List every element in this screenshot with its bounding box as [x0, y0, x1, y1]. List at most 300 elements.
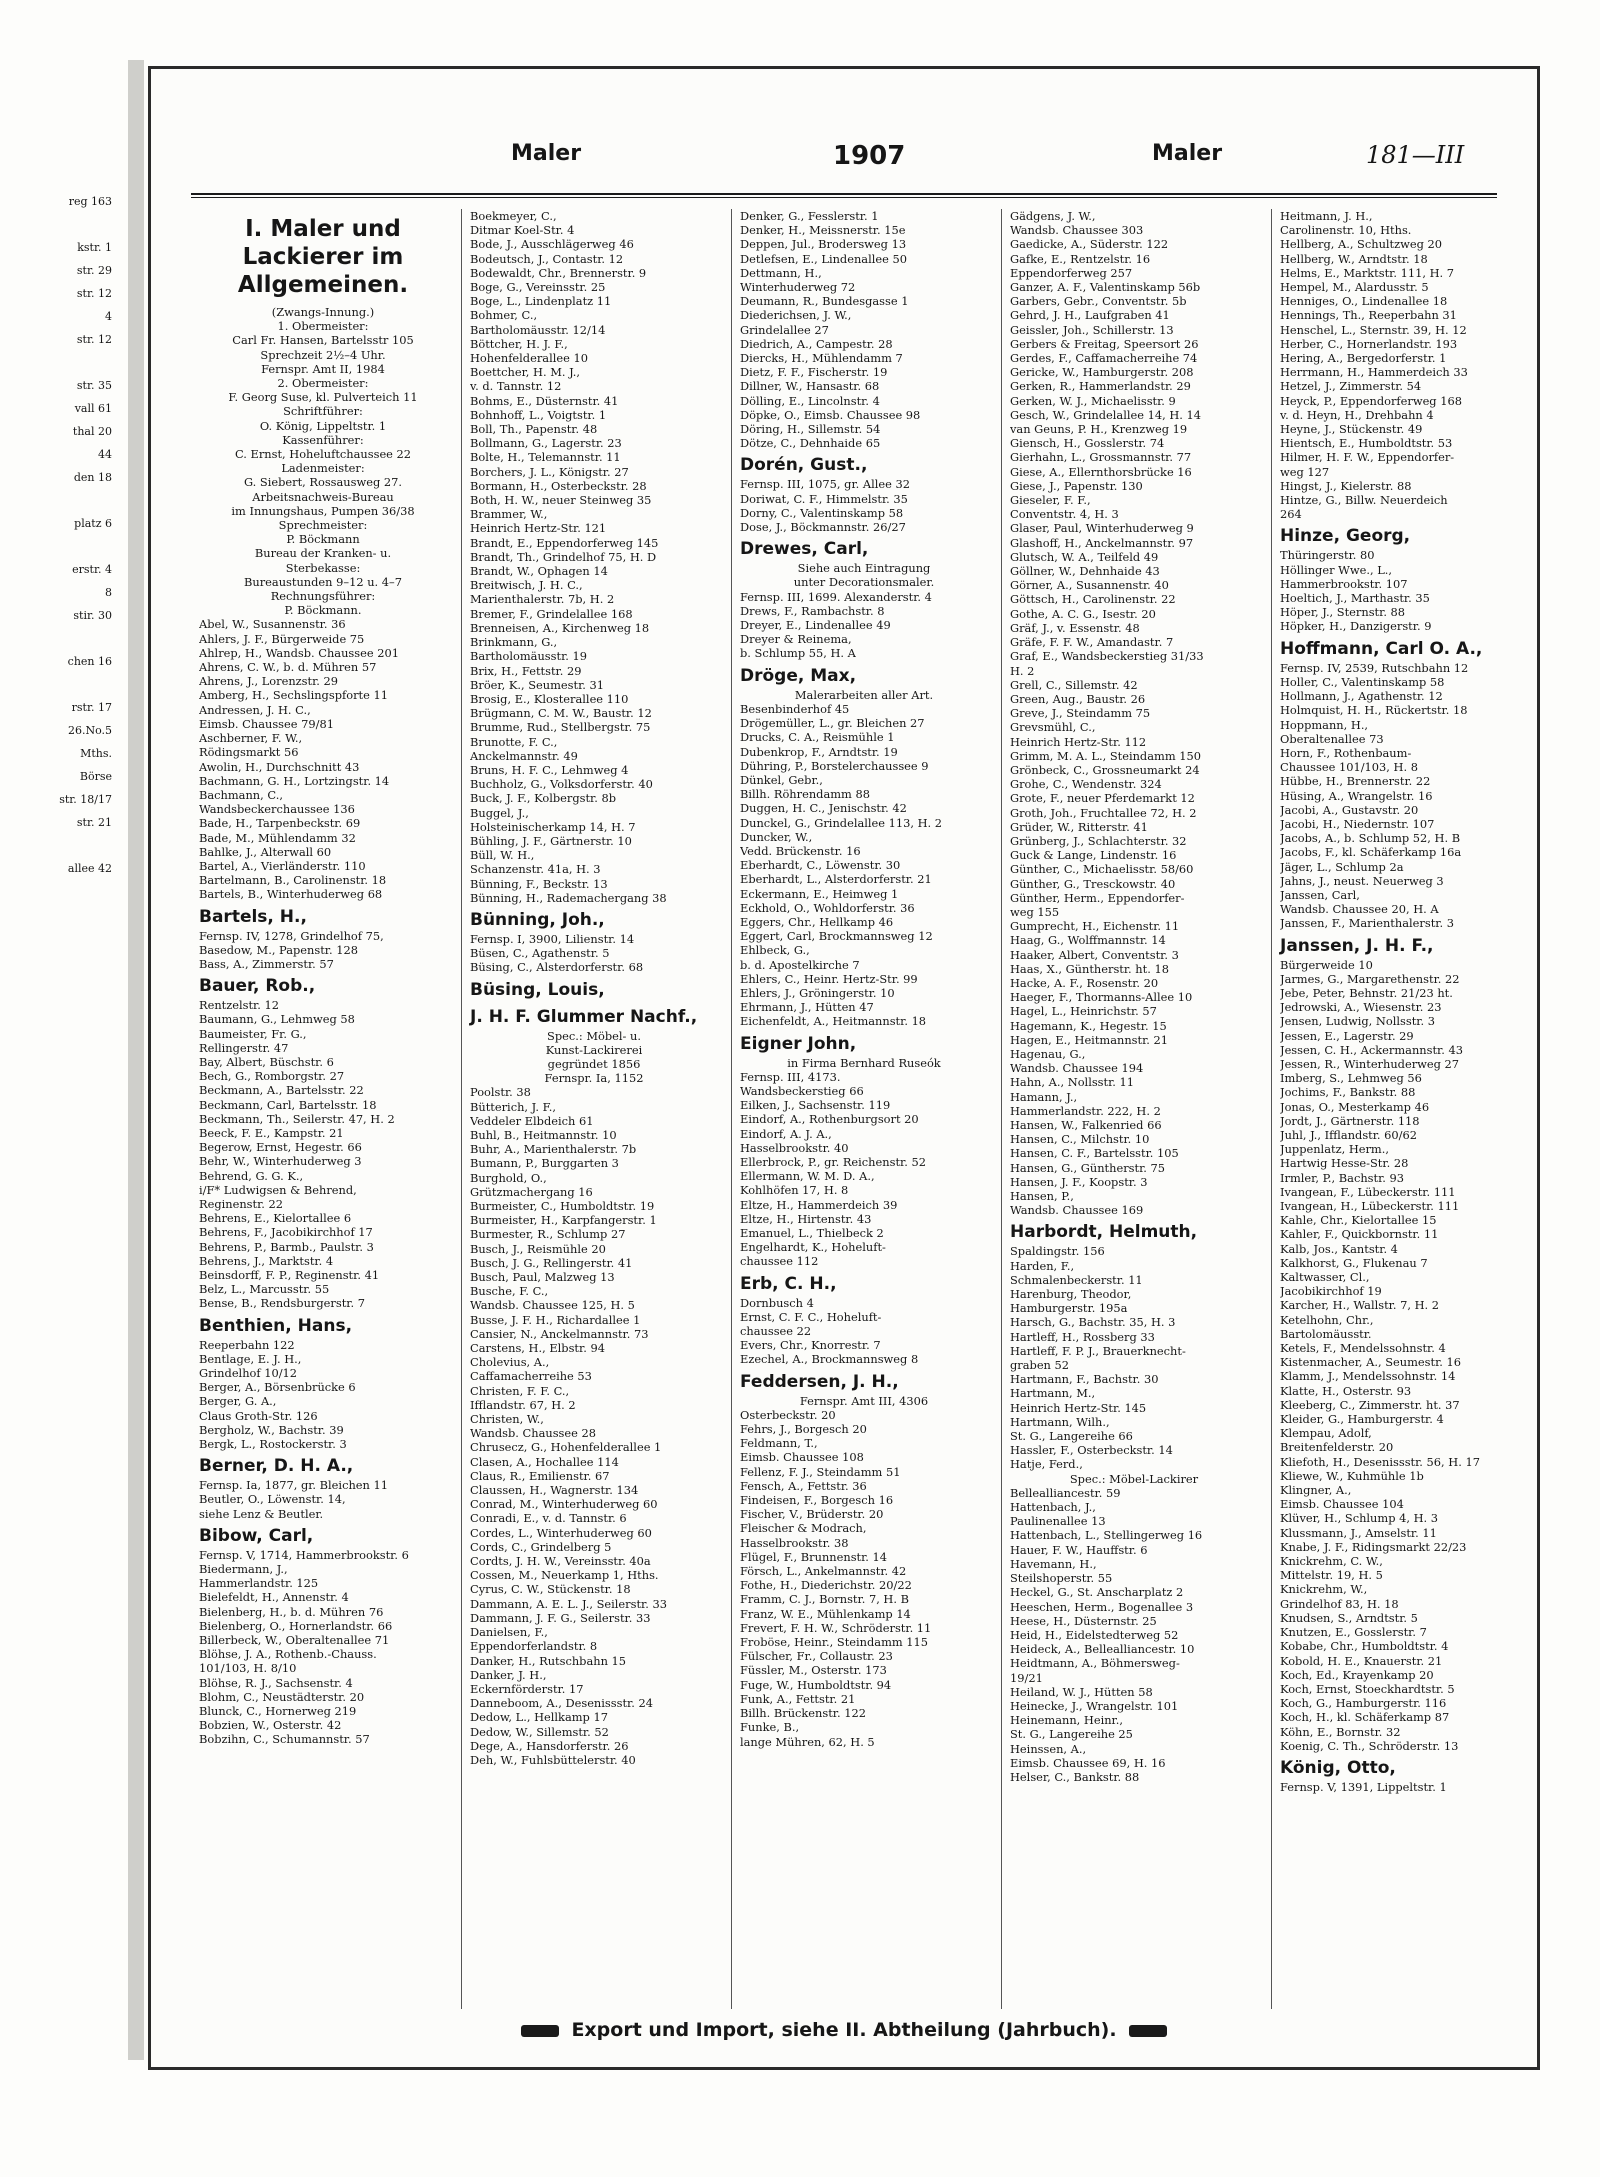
- directory-page: [148, 66, 1540, 2070]
- directory-entry: Höper, J., Sternstr. 88: [1280, 605, 1406, 620]
- directory-entry: Biedermann, J.,: [199, 1562, 288, 1577]
- directory-entry: Fernsp. V, 1391, Lippeltstr. 1: [1280, 1779, 1447, 1794]
- directory-entry: Kalb, Jos., Kantstr. 4: [1280, 1241, 1398, 1256]
- directory-entry: Cyrus, C. W., Stückenstr. 18: [470, 1582, 631, 1597]
- directory-entry: Koenig, C. Th., Schröderstr. 13: [1280, 1738, 1459, 1753]
- directory-entry: Fernsp. V, 1714, Hammerbrookstr. 6: [199, 1547, 409, 1562]
- directory-entry: Knickrehm, W.,: [1280, 1582, 1368, 1597]
- directory-entry: Wandsb. Chaussee 194: [1010, 1061, 1144, 1076]
- directory-entry: Beckmann, A., Bartelsstr. 22: [199, 1083, 364, 1098]
- directory-entry: Bormann, H., Osterbeckstr. 28: [470, 478, 647, 493]
- directory-entry: Glaser, Paul, Winterhuderweg 9: [1010, 521, 1194, 536]
- left-page-line: vall 61: [74, 402, 112, 415]
- directory-entry: Findeisen, F., Borgesch 16: [740, 1493, 894, 1508]
- directory-entry: siehe Lenz & Beutler.: [199, 1506, 324, 1521]
- directory-entry: Bergholz, W., Bachstr. 39: [199, 1422, 344, 1437]
- directory-entry: Baumeister, Fr. G.,: [199, 1026, 307, 1041]
- directory-entry: Ehlbeck, G.,: [740, 943, 810, 958]
- directory-entry: Hattenbach, J.,: [1010, 1500, 1096, 1515]
- directory-entry: Deumann, R., Bundesgasse 1: [740, 294, 909, 309]
- featured-entry: Janssen, J. H. F.,: [1280, 935, 1434, 956]
- page-number: 181—III: [1366, 141, 1465, 169]
- directory-entry: Grimm, M. A. L., Steindamm 150: [1010, 748, 1201, 763]
- left-page-line: [0, 627, 120, 650]
- left-page-line: str. 18/17: [59, 793, 112, 806]
- featured-entry: Hinze, Georg,: [1280, 526, 1411, 547]
- directory-entry: Jacobs, F., kl. Schäferkamp 16a: [1280, 845, 1462, 860]
- directory-entry: Fleischer & Modrach,: [740, 1521, 867, 1536]
- left-page-line: den 18: [73, 471, 112, 484]
- directory-entry: Billh. Brückenstr. 122: [740, 1706, 866, 1721]
- directory-entry: Guck & Lange, Lindenstr. 16: [1010, 848, 1177, 863]
- directory-entry: Rentzelstr. 12: [199, 998, 279, 1013]
- directory-entry: Behrens, J., Marktstr. 4: [199, 1253, 334, 1268]
- directory-entry: Brenneisen, A., Kirchenweg 18: [470, 620, 650, 635]
- left-page-line: chen 16: [67, 655, 112, 668]
- directory-entry: Jessen, R., Winterhuderweg 27: [1280, 1056, 1460, 1071]
- directory-entry: Beeck, F. E., Kampstr. 21: [199, 1125, 344, 1140]
- directory-entry: Drögemüller, L., gr. Bleichen 27: [740, 716, 925, 731]
- directory-entry: Ifflandstr. 67, H. 2: [470, 1397, 576, 1412]
- directory-entry: Gehrd, J. H., Laufgraben 41: [1010, 308, 1170, 323]
- centered-note: Fernspr. Ia, 1152: [544, 1071, 644, 1086]
- directory-entry: Funke, B.,: [740, 1720, 800, 1735]
- directory-entry: Herrmann, H., Hammerdeich 33: [1280, 365, 1468, 380]
- directory-entry: Deh, W., Fuhlsbüttelerstr. 40: [470, 1752, 636, 1767]
- directory-entry: Burmeister, H., Karpfangerstr. 1: [470, 1213, 657, 1228]
- centered-note: Malerarbeiten aller Art.: [794, 687, 934, 702]
- directory-entry: Eckernförderstr. 17: [470, 1681, 584, 1696]
- directory-entry: Burmeister, C., Humboldtstr. 19: [470, 1199, 655, 1213]
- directory-entry: Aschberner, F. W.,: [199, 731, 303, 746]
- directory-entry: Grohe, C., Wendenstr. 324: [1010, 777, 1162, 792]
- directory-entry: Janssen, Carl,: [1280, 887, 1360, 902]
- footer-note: [151, 2019, 1537, 2041]
- directory-entry: Amberg, H., Sechslingspforte 11: [199, 688, 388, 703]
- directory-entry: Hasselbrookstr. 38: [740, 1535, 849, 1550]
- directory-entry: Büll, W. H.,: [470, 848, 535, 863]
- directory-entry: Cordes, L., Winterhuderweg 60: [470, 1525, 652, 1540]
- directory-entry: Dötze, C., Dehnhaide 65: [740, 436, 881, 451]
- directory-entry: Billh. Röhrendamm 88: [740, 787, 870, 802]
- directory-entry: Abel, W., Susannenstr. 36: [199, 617, 346, 632]
- directory-entry: Brügmann, C. M. W., Baustr. 12: [470, 706, 652, 721]
- directory-entry: Hartleff, H., Rossberg 33: [1010, 1329, 1155, 1344]
- directory-entry: Henschel, L., Sternstr. 39, H. 12: [1280, 322, 1467, 337]
- directory-entry: Bartelmann, B., Carolinenstr. 18: [199, 873, 387, 888]
- directory-entry: van Geuns, P. H., Krenzweg 19: [1010, 422, 1188, 437]
- directory-entry: Gerken, R., Hammerlandstr. 29: [1010, 379, 1191, 394]
- left-page-line: str. 12: [76, 287, 112, 300]
- directory-entry: Bielenberg, H., b. d. Mühren 76: [199, 1604, 384, 1619]
- directory-entry: Hoppmann, H.,: [1280, 717, 1369, 732]
- directory-entry: Holmquist, H. H., Rückertstr. 18: [1280, 703, 1468, 718]
- directory-entry: Blöhse, J. A., Rothenb.-Chauss.: [199, 1647, 377, 1662]
- directory-entry: Burghold, O.,: [470, 1170, 547, 1185]
- directory-entry: Fellenz, F. J., Steindamm 51: [740, 1464, 901, 1479]
- featured-entry: J. H. F. Glummer Nachf.,: [470, 1006, 698, 1027]
- directory-entry: Wandsb. Chaussee 125, H. 5: [470, 1298, 635, 1313]
- section-title: I. Maler und Lackierer im Allgemeinen.: [237, 216, 409, 298]
- directory-entry: Kleider, G., Hamburgerstr. 4: [1280, 1412, 1444, 1427]
- directory-entry: Gierhahn, L., Grossmannstr. 77: [1010, 450, 1192, 465]
- directory-entry: Eppendorferlandstr. 8: [470, 1639, 598, 1654]
- directory-entry: Spaldingstr. 156: [1010, 1244, 1105, 1259]
- directory-entry: Hering, A., Bergedorferstr. 1: [1280, 351, 1447, 366]
- directory-entry: Berger, A., Börsenbrücke 6: [199, 1380, 356, 1395]
- directory-entry: Günther, C., Michaelisstr. 58/60: [1010, 862, 1194, 877]
- directory-entry: Brix, H., Fettstr. 29: [470, 663, 582, 678]
- directory-entry: Jacobikirchhof 19: [1280, 1284, 1382, 1299]
- header-right-title: Maler: [1152, 141, 1223, 166]
- directory-entry: Clasen, A., Hochallee 114: [470, 1454, 619, 1469]
- directory-entry: Imberg, S., Lehmweg 56: [1280, 1071, 1422, 1086]
- directory-entry: Bartolomäusstr.: [1280, 1326, 1372, 1341]
- directory-entry: Jacobi, H., Niedernstr. 107: [1280, 816, 1435, 831]
- directory-column-5: [1271, 209, 1534, 2009]
- directory-entry: Fülscher, Fr., Collaustr. 23: [740, 1649, 893, 1664]
- directory-entry: Conradi, E., v. d. Tannstr. 6: [470, 1511, 627, 1526]
- left-page-line: [0, 213, 120, 236]
- directory-entry: Kistenmacher, A., Seumestr. 16: [1280, 1355, 1461, 1370]
- directory-entry: Beckmann, Th., Seilerstr. 47, H. 2: [199, 1111, 395, 1126]
- directory-entry: Fuge, W., Humboldtstr. 94: [740, 1677, 892, 1692]
- header-rule: [191, 193, 1497, 195]
- directory-entry: Paulinenallee 13: [1010, 1514, 1106, 1529]
- directory-entry: Döpke, O., Eimsb. Chaussee 98: [740, 407, 921, 422]
- directory-entry: Busch, J. G., Rellingerstr. 41: [470, 1255, 633, 1270]
- directory-entry: Feldmann, T.,: [740, 1436, 818, 1451]
- directory-entry: Engelhardt, K., Hoheluft-: [740, 1240, 886, 1255]
- directory-entry: Hempel, M., Alardusstr. 5: [1280, 280, 1429, 295]
- directory-entry: Carstens, H., Elbstr. 94: [470, 1341, 605, 1356]
- directory-entry: b. d. Apostelkirche 7: [740, 957, 860, 972]
- directory-entry: Fernsp. Ia, 1877, gr. Bleichen 11: [199, 1478, 388, 1493]
- header-year: 1907: [833, 141, 906, 171]
- directory-entry: Heinssen, A.,: [1010, 1741, 1087, 1756]
- centered-note: F. Georg Suse, kl. Pulverteich 11: [228, 390, 418, 405]
- directory-entry: Gumprecht, H., Eichenstr. 11: [1010, 919, 1180, 934]
- directory-entry: Bass, A., Zimmerstr. 57: [199, 956, 334, 971]
- directory-entry: Boekmeyer, C.,: [470, 209, 557, 223]
- directory-entry: Reeperbahn 122: [199, 1337, 295, 1352]
- directory-entry: St. G., Langereihe 25: [1010, 1727, 1133, 1742]
- directory-entry: Eimsb. Chaussee 108: [740, 1450, 864, 1465]
- directory-entry: Günther, G., Tresckowstr. 40: [1010, 876, 1176, 891]
- directory-entry: Brunotte, F. C.,: [470, 734, 558, 749]
- left-page-line: [0, 834, 120, 857]
- directory-entry: Giensch, H., Gosslerstr. 74: [1010, 436, 1165, 451]
- centered-note: Bureau der Kranken- u.: [254, 546, 392, 561]
- featured-entry: König, Otto,: [1280, 1757, 1396, 1778]
- directory-entry: Jedrowski, A., Wiesenstr. 23: [1280, 1000, 1442, 1015]
- left-page-line: [0, 489, 120, 512]
- directory-entry: Gräfe, F. F. W., Amandastr. 7: [1010, 635, 1174, 650]
- directory-entry: Herber, C., Hornerlandstr. 193: [1280, 336, 1458, 351]
- directory-entry: Ahrens, C. W., b. d. Mühren 57: [199, 660, 377, 675]
- directory-entry: Kobold, H. E., Knauerstr. 21: [1280, 1653, 1443, 1668]
- directory-entry: Brosig, E., Klosterallee 110: [470, 691, 629, 706]
- directory-entry: Buhr, A., Marienthalerstr. 7b: [470, 1142, 637, 1157]
- directory-entry: Gieseler, F. F.,: [1010, 493, 1091, 508]
- left-page-fragment: [0, 190, 120, 2010]
- left-page-line: str. 21: [76, 816, 112, 829]
- directory-entry: Havemann, H.,: [1010, 1556, 1097, 1571]
- directory-entry: Grevsmühl, C.,: [1010, 720, 1096, 735]
- centered-note: unter Decorationsmaler.: [793, 575, 935, 590]
- directory-entry: Conventstr. 4, H. 3: [1010, 507, 1119, 522]
- directory-entry: Heinrich Hertz-Str. 121: [470, 521, 607, 536]
- directory-column-3: [731, 209, 994, 2009]
- directory-entry: Eppendorferweg 257: [1010, 265, 1133, 280]
- directory-entry: Bellealliancestr. 59: [1010, 1485, 1121, 1500]
- centered-note: Spec.: Möbel-Lackirer: [1069, 1471, 1199, 1486]
- directory-entry: Buggel, J.,: [470, 805, 529, 820]
- directory-entry: Hattenbach, L., Stellingerweg 16: [1010, 1528, 1203, 1543]
- directory-entry: Ezechel, A., Brockmannsweg 8: [740, 1352, 919, 1367]
- directory-entry: Hassler, F., Osterbeckstr. 14: [1010, 1443, 1173, 1458]
- directory-entry: Ehlers, J., Gröningerstr. 10: [740, 985, 895, 1000]
- directory-entry: Hansen, J. F., Koopstr. 3: [1010, 1174, 1148, 1189]
- directory-entry: Heideck, A., Bellealliancestr. 10: [1010, 1642, 1195, 1657]
- directory-entry: Grindelhof 10/12: [199, 1366, 298, 1381]
- directory-entry: Gerbers & Freitag, Speersort 26: [1010, 336, 1199, 351]
- directory-entry: Fernsp. III, 4173.: [740, 1069, 841, 1084]
- directory-entry: Evers, Chr., Knorrestr. 7: [740, 1338, 881, 1353]
- directory-entry: Claus, R., Emilienstr. 67: [470, 1468, 610, 1483]
- directory-entry: Görner, A., Susannenstr. 40: [1010, 578, 1169, 593]
- directory-column-2: [461, 209, 724, 2009]
- directory-entry: Brumme, Rud., Stellbergstr. 75: [470, 720, 651, 735]
- directory-entry: Green, Aug., Baustr. 26: [1010, 691, 1146, 706]
- directory-entry: Hansen, C. F., Bartelsstr. 105: [1010, 1146, 1179, 1161]
- directory-entry: Danker, H., Rutschbahn 15: [470, 1653, 627, 1668]
- directory-entry: Buchholz, G., Volksdorferstr. 40: [470, 777, 653, 792]
- centered-note: 1. Obermeister:: [277, 319, 369, 334]
- directory-entry: i/F* Ludwigsen & Behrend,: [199, 1182, 357, 1197]
- directory-entry: Hüsing, A., Wrangelstr. 16: [1280, 788, 1433, 803]
- directory-entry: Günther, Herm., Eppendorfer-: [1010, 890, 1185, 905]
- directory-entry: Ahrens, J., Lorenzstr. 29: [199, 674, 339, 689]
- directory-entry: Hennings, Th., Reeperbahn 31: [1280, 308, 1457, 323]
- left-page-line: str. 29: [76, 264, 112, 277]
- centered-note: (Zwangs-Innung.): [271, 305, 375, 319]
- left-page-line: stir. 30: [73, 609, 112, 622]
- directory-entry: Claus Groth-Str. 126: [199, 1408, 318, 1423]
- directory-entry: Hamburgerstr. 195a: [1010, 1301, 1128, 1316]
- directory-entry: Hansen, C., Milchstr. 10: [1010, 1132, 1150, 1147]
- directory-entry: Heinrich Hertz-Str. 145: [1010, 1400, 1147, 1415]
- directory-entry: Behrend, G. G. K.,: [199, 1168, 304, 1183]
- directory-entry: Dölling, E., Lincolnstr. 4: [740, 393, 880, 408]
- directory-entry: Höpker, H., Danzigerstr. 9: [1280, 619, 1432, 634]
- directory-entry: Behrens, P., Barmb., Paulstr. 3: [199, 1239, 374, 1254]
- directory-entry: Dühring, P., Borstelerchaussee 9: [740, 758, 929, 773]
- directory-entry: Osterbeckstr. 20: [740, 1407, 836, 1422]
- directory-entry: Bielefeldt, H., Annenstr. 4: [199, 1590, 349, 1605]
- directory-entry: Christen, F. F. C.,: [470, 1383, 570, 1398]
- centered-note: Carl Fr. Hansen, Bartelsstr 105: [232, 333, 414, 348]
- directory-entry: Brammer, W.,: [470, 507, 548, 522]
- directory-entry: Wandsb. Chaussee 303: [1010, 223, 1144, 238]
- directory-entry: Dillner, W., Hansastr. 68: [740, 379, 880, 394]
- directory-entry: Andressen, J. H. C.,: [199, 702, 311, 717]
- directory-entry: Heckel, G., St. Anscharplatz 2: [1010, 1585, 1184, 1600]
- directory-entry: Jordt, J., Gärtnerstr. 118: [1280, 1113, 1420, 1128]
- directory-entry: Veddeler Elbdeich 61: [470, 1113, 594, 1128]
- directory-entry: Jarmes, G., Margarethenstr. 22: [1280, 971, 1460, 986]
- directory-entry: Ehlers, C., Heinr. Hertz-Str. 99: [740, 971, 918, 986]
- directory-entry: Cordts, J. H. W., Vereinsstr. 40a: [470, 1554, 651, 1569]
- directory-entry: Dunckel, G., Grindelallee 113, H. 2: [740, 815, 943, 830]
- directory-entry: Jäger, L., Schlump 2a: [1280, 859, 1404, 874]
- directory-entry: Knabe, J. F., Ridingsmarkt 22/23: [1280, 1539, 1467, 1554]
- directory-entry: Grützmachergang 16: [470, 1184, 593, 1199]
- directory-entry: Hagen, E., Heitmannstr. 21: [1010, 1032, 1169, 1047]
- directory-entry: Doriwat, C. F., Himmelstr. 35: [740, 491, 908, 506]
- left-page-line: 4: [105, 310, 112, 323]
- directory-entry: Gesch, W., Grindelallee 14, H. 14: [1010, 407, 1202, 422]
- centered-note: Rechnungsführer:: [270, 589, 376, 604]
- directory-entry: Grote, F., neuer Pferdemarkt 12: [1010, 791, 1195, 806]
- directory-entry: Helms, E., Marktstr. 111, H. 7: [1280, 265, 1455, 280]
- directory-entry: Gaedicke, A., Süderstr. 122: [1010, 237, 1169, 252]
- directory-entry: Dammann, A. E. L. J., Seilerstr. 33: [470, 1596, 667, 1611]
- directory-entry: Fehrs, J., Borgesch 20: [740, 1422, 867, 1437]
- directory-entry: Kahler, F., Quickbornstr. 11: [1280, 1227, 1439, 1242]
- directory-entry: Eberhardt, L., Alsterdorferstr. 21: [740, 872, 932, 887]
- directory-entry: Bartels, B., Winterhuderweg 68: [199, 887, 383, 902]
- left-page-line: [0, 535, 120, 558]
- book-spine: [128, 60, 144, 2060]
- directory-entry: Hellberg, A., Schultzweg 20: [1280, 237, 1443, 252]
- directory-entry: Bachmann, C.,: [199, 787, 283, 802]
- directory-entry: Hartmann, M.,: [1010, 1386, 1096, 1401]
- directory-entry: Hintze, G., Billw. Neuerdeich: [1280, 493, 1448, 508]
- directory-entry: Bühling, J. F., Gärtnerstr. 10: [470, 833, 632, 848]
- directory-entry: Bodeutsch, J., Contastr. 12: [470, 251, 624, 266]
- centered-note: Arbeitsnachweis-Bureau: [252, 489, 394, 504]
- directory-entry: Basedow, M., Papenstr. 128: [199, 942, 358, 957]
- directory-entry: Büsing, C., Alsterdorferstr. 68: [470, 960, 644, 975]
- directory-entry: Ganzer, A. F., Valentinskamp 56b: [1010, 280, 1201, 295]
- directory-entry: Janssen, F., Marienthalerstr. 3: [1280, 916, 1454, 931]
- directory-entry: Hammerlandstr. 125: [199, 1576, 319, 1591]
- directory-entry: Gothe, A. C. G., Isestr. 20: [1010, 606, 1156, 621]
- directory-entry: Bartholomäusstr. 12/14: [470, 322, 606, 337]
- directory-entry: Jebe, Peter, Behnstr. 21/23 ht.: [1280, 985, 1453, 1000]
- directory-entry: Heitmann, J. H.,: [1280, 209, 1373, 223]
- directory-entry: Brinkmann, G.,: [470, 635, 558, 650]
- directory-entry: Graf, E., Wandsbeckerstieg 31/33: [1010, 649, 1204, 664]
- directory-entry: Klingner, A.,: [1280, 1483, 1352, 1498]
- directory-entry: Bahlke, J., Alterwall 60: [199, 844, 332, 859]
- directory-entry: Geissler, Joh., Schillerstr. 13: [1010, 322, 1174, 337]
- directory-entry: Drucks, C. A., Reismühle 1: [740, 730, 895, 745]
- centered-note: C. Ernst, Hoheluftchaussee 22: [234, 447, 412, 462]
- left-page-line: Börse: [79, 770, 112, 783]
- directory-entry: Hohenfelderallee 10: [470, 351, 588, 366]
- directory-entry: Ditmar Koel-Str. 4: [470, 223, 575, 238]
- directory-entry: Belz, L., Marcusstr. 55: [199, 1282, 330, 1297]
- directory-entry: Fernsp. III, 1699. Alexanderstr. 4: [740, 589, 932, 604]
- directory-entry: Gädgens, J. W.,: [1010, 209, 1096, 223]
- directory-entry: H. 2: [1010, 663, 1035, 678]
- directory-entry: Heeschen, Herm., Bogenallee 3: [1010, 1599, 1194, 1614]
- directory-entry: Kobabe, Chr., Humboldtstr. 4: [1280, 1639, 1449, 1654]
- directory-entry: Christen, W.,: [470, 1412, 544, 1427]
- directory-entry: Fensch, A., Fettstr. 36: [740, 1478, 867, 1493]
- directory-entry: Cansier, N., Anckelmannstr. 73: [470, 1326, 649, 1341]
- directory-entry: Harden, F.,: [1010, 1258, 1075, 1273]
- directory-entry: Buhl, B., Heitmannstr. 10: [470, 1127, 617, 1142]
- directory-entry: Borchers, J. L., Königstr. 27: [470, 464, 629, 479]
- directory-column-1: [191, 209, 453, 2009]
- directory-entry: Eggers, Chr., Hellkamp 46: [740, 914, 894, 929]
- directory-entry: Wandsb. Chaussee 20, H. A: [1280, 902, 1439, 917]
- directory-entry: Dubenkrop, F., Arndtstr. 19: [740, 744, 898, 759]
- directory-entry: Heinecke, J., Wrangelstr. 101: [1010, 1698, 1179, 1713]
- directory-entry: Boge, L., Lindenplatz 11: [470, 294, 612, 309]
- directory-entry: Bode, J., Ausschlägerweg 46: [470, 237, 634, 252]
- directory-entry: Ahlrep, H., Wandsb. Chaussee 201: [199, 645, 399, 660]
- directory-entry: Heese, H., Düsternstr. 25: [1010, 1613, 1157, 1628]
- directory-entry: Bohmer, C.,: [470, 308, 538, 323]
- featured-entry: Bauer, Rob.,: [199, 976, 316, 997]
- directory-entry: Berger, G. A.,: [199, 1394, 277, 1409]
- directory-entry: Henniges, O., Lindenallee 18: [1280, 294, 1448, 309]
- featured-entry: Büsing, Louis,: [470, 979, 605, 1000]
- directory-entry: Hansen, G., Güntherstr. 75: [1010, 1160, 1166, 1175]
- directory-entry: Busse, J. F. H., Richardallee 1: [470, 1312, 641, 1327]
- directory-entry: Eltze, H., Hammerdeich 39: [740, 1197, 898, 1212]
- featured-entry: Berner, D. H. A.,: [199, 1456, 354, 1477]
- featured-entry: Bartels, H.,: [199, 906, 307, 927]
- directory-entry: Gerken, W. J., Michaelisstr. 9: [1010, 393, 1176, 408]
- featured-entry: Bünning, Joh.,: [470, 909, 605, 930]
- centered-note: 2. Obermeister:: [277, 376, 369, 391]
- header-rule-thin: [191, 197, 1497, 198]
- left-page-line: 26.No.5: [67, 724, 112, 737]
- directory-entry: Ketelhohn, Chr.,: [1280, 1312, 1374, 1327]
- directory-entry: Eimsb. Chaussee 79/81: [199, 716, 334, 731]
- directory-entry: Steilshoperstr. 55: [1010, 1571, 1113, 1586]
- directory-entry: Heiland, W. J., Hütten 58: [1010, 1684, 1153, 1699]
- directory-entry: Kalkhorst, G., Flukenau 7: [1280, 1255, 1428, 1270]
- featured-entry: Dorén, Gust.,: [740, 455, 868, 476]
- directory-entry: Bentlage, E. J. H.,: [199, 1351, 302, 1366]
- directory-entry: Bielenberg, O., Hornerlandstr. 66: [199, 1618, 393, 1633]
- directory-entry: Both, H. W., neuer Steinweg 35: [470, 493, 652, 508]
- left-page-line: 44: [98, 448, 112, 461]
- directory-entry: Jacobs, A., b. Schlump 52, H. B: [1280, 831, 1461, 846]
- directory-entry: Göttsch, H., Carolinenstr. 22: [1010, 592, 1176, 607]
- left-page-line: erstr. 4: [72, 563, 112, 576]
- left-page-line: rstr. 17: [71, 701, 112, 714]
- directory-entry: Hartmann, Wilh.,: [1010, 1414, 1110, 1429]
- directory-entry: Glashoff, H., Anckelmannstr. 97: [1010, 535, 1194, 550]
- directory-entry: Behrens, F., Jacobikirchhof 17: [199, 1225, 373, 1240]
- directory-entry: Hamann, J.,: [1010, 1089, 1078, 1104]
- left-page-line: [0, 673, 120, 696]
- left-page-line: allee 42: [67, 862, 112, 875]
- directory-entry: Marienthalerstr. 7b, H. 2: [470, 592, 615, 607]
- left-page-line: reg 163: [68, 195, 112, 208]
- directory-entry: Hagel, L., Heinrichstr. 57: [1010, 1004, 1157, 1019]
- directory-entry: Bohms, E., Düsternstr. 41: [470, 393, 619, 408]
- directory-entry: Kohlhöfen 17, H. 8: [740, 1183, 849, 1198]
- directory-entry: Mittelstr. 19, H. 5: [1280, 1568, 1383, 1583]
